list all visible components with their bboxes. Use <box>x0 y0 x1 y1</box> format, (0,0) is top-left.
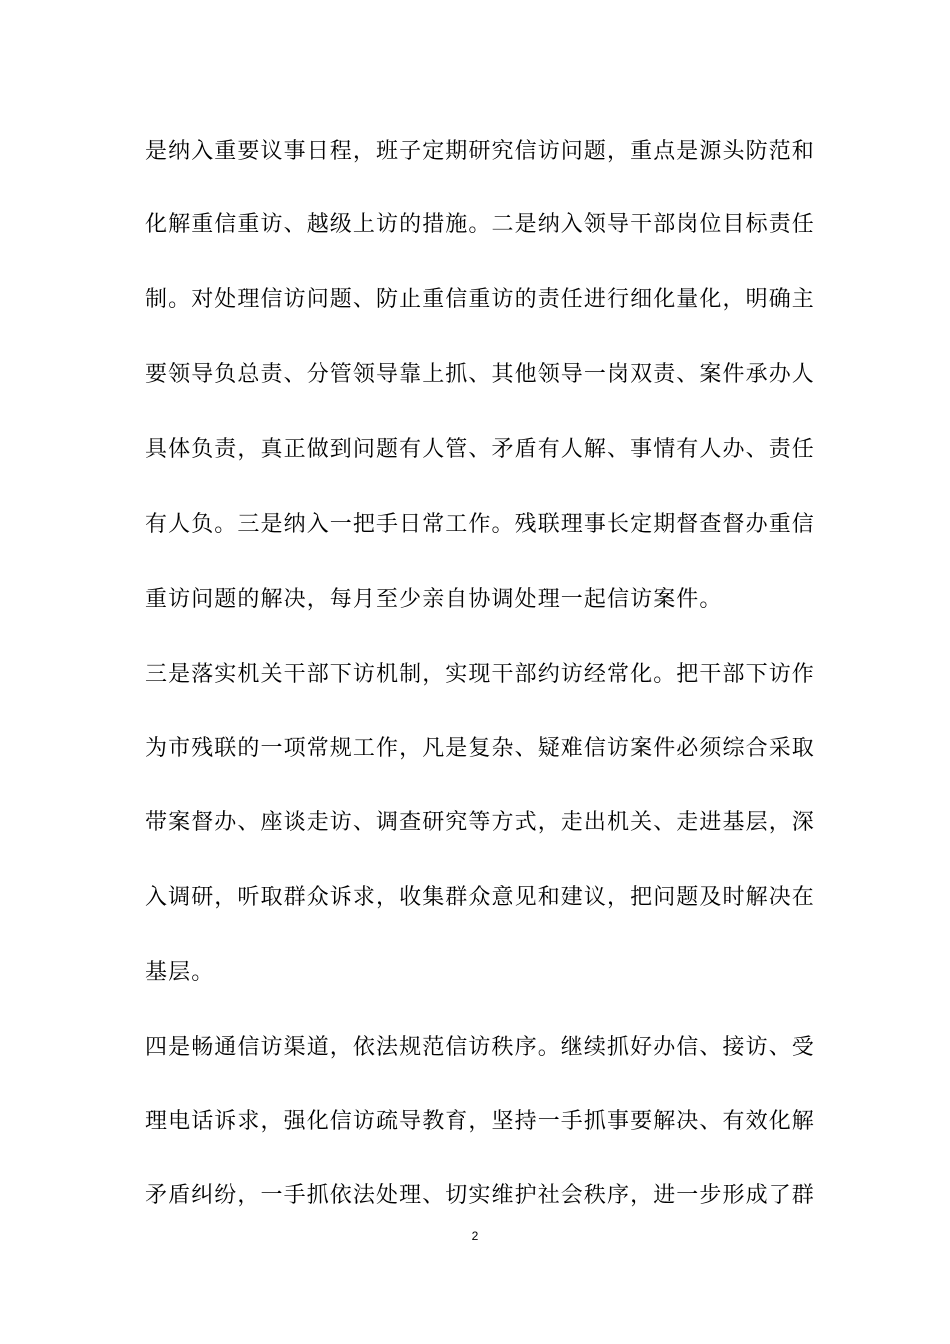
text-line: 具体负责，真正做到问题有人管、矛盾有人解、事情有人办、责任 <box>145 437 815 462</box>
text-line: 化解重信重访、越级上访的措施。二是纳入领导干部岗位目标责任 <box>145 212 815 237</box>
text-line: 入调研，听取群众诉求，收集群众意见和建议，把问题及时解决在 <box>145 885 815 910</box>
text-line: 有人负。三是纳入一把手日常工作。残联理事长定期督查督办重信 <box>145 512 815 537</box>
text-line: 重访问题的解决，每月至少亲自协调处理一起信访案件。 <box>145 587 723 612</box>
text-line: 制。对处理信访问题、防止重信重访的责任进行细化量化，明确主 <box>145 287 815 312</box>
text-line: 为市残联的一项常规工作，凡是复杂、疑难信访案件必须综合采取 <box>145 736 815 761</box>
text-line: 基层。 <box>145 960 215 985</box>
text-line: 要领导负总责、分管领导靠上抓、其他领导一岗双责、案件承办人 <box>145 362 815 387</box>
text-line: 三是落实机关干部下访机制，实现干部约访经常化。把干部下访作 <box>145 662 815 687</box>
text-line: 四是畅通信访渠道，依法规范信访秩序。继续抓好办信、接访、受 <box>145 1035 815 1060</box>
page-number: 2 <box>471 1229 479 1243</box>
text-line: 带案督办、座谈走访、调查研究等方式，走出机关、走进基层，深 <box>145 810 815 835</box>
text-line: 理电话诉求，强化信访疏导教育，坚持一手抓事要解决、有效化解 <box>145 1109 815 1134</box>
text-line: 矛盾纠纷，一手抓依法处理、切实维护社会秩序，进一步形成了群 <box>145 1183 815 1208</box>
text-line: 是纳入重要议事日程，班子定期研究信访问题，重点是源头防范和 <box>145 139 815 164</box>
